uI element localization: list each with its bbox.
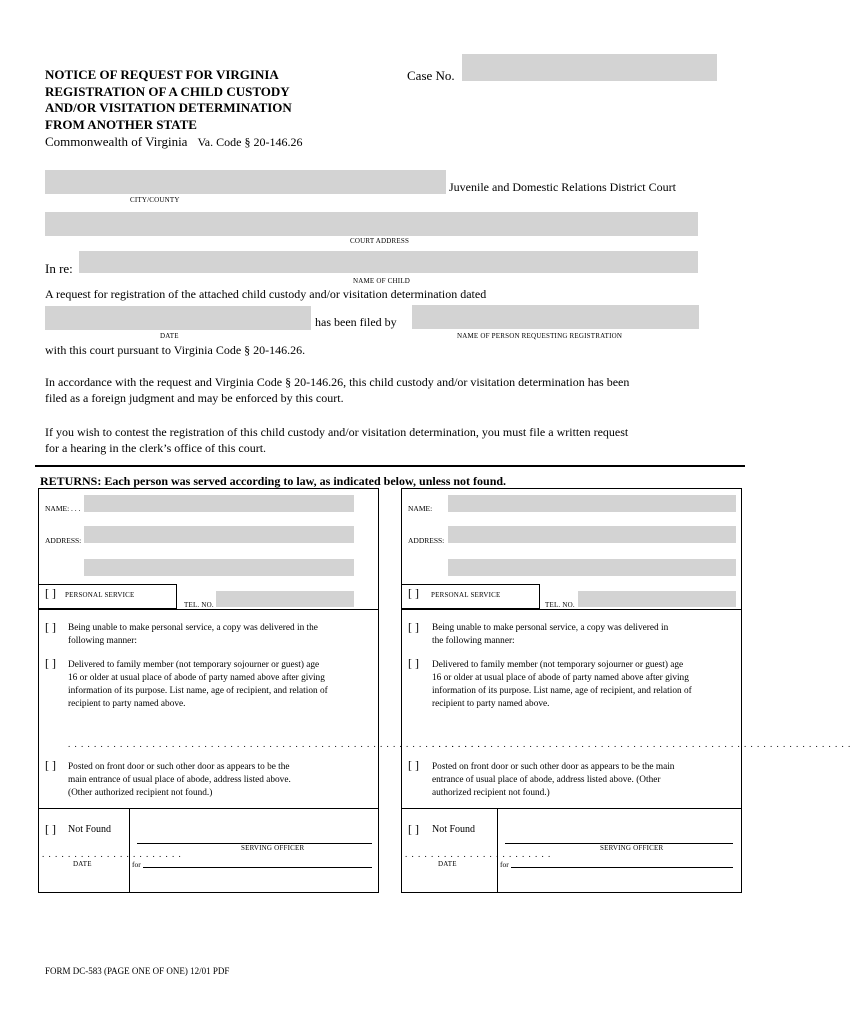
title-line: FROM ANOTHER STATE [45, 116, 197, 132]
city-county-field[interactable] [45, 170, 446, 194]
date-caption: DATE [438, 860, 457, 868]
court-address-caption: COURT ADDRESS [350, 237, 410, 245]
substitute-service-text [68, 622, 318, 648]
return-box-right [401, 488, 851, 893]
date-dotted-line: . . . . . . . . . . . . . . . . . . . . . . [42, 849, 182, 859]
section-divider [39, 609, 378, 610]
substitute-service-checkbox[interactable]: [ ] [45, 620, 56, 634]
court-address-field[interactable] [45, 212, 698, 236]
title-line: AND/OR VISITATION DETERMINATION [45, 100, 292, 115]
text-line: Posted on front door or such other door as appears to be the [68, 762, 290, 772]
section-divider [39, 808, 378, 809]
title-line: REGISTRATION OF A CHILD CUSTODY [45, 83, 290, 99]
not-found-label: Not Found [68, 824, 112, 835]
personal-service-label: PERSONAL SERVICE [431, 591, 501, 599]
tel-number-field[interactable] [578, 591, 736, 607]
text-line: Being unable to make personal service, a copy was delivered in the [68, 623, 318, 633]
tel-label: TEL. NO. [545, 601, 575, 609]
personal-service-label: PERSONAL SERVICE [65, 591, 135, 599]
address-label: ADDRESS: [408, 536, 445, 545]
text-line: Posted on front door or such other door as appears to be the main [432, 762, 675, 772]
served-name-field[interactable] [448, 495, 736, 512]
posted-checkbox[interactable]: [ ] [45, 758, 56, 772]
recipient-dotted-line: . . . . . . . . . . . . . . . . . . . . . . . . . . . . . . . . . . . . . . . . . . . . . . . . . . . . . . . . . . . . . . . . . [68, 739, 488, 749]
tel-label: TEL. NO. [184, 601, 214, 609]
text-line: (Other authorized recipient not found.) [68, 788, 213, 798]
for-line[interactable] [143, 867, 372, 868]
va-code-label: Va. Code § 20-146.26 [197, 135, 303, 149]
for-line[interactable] [511, 867, 733, 868]
commonwealth-line [45, 133, 302, 151]
text-line: the following manner: [432, 636, 515, 646]
determination-date-field[interactable] [45, 306, 311, 330]
paragraph-line: filed as a foreign judgment and may be enforced by this court. [45, 391, 344, 405]
family-member-checkbox[interactable]: [ ] [408, 656, 419, 670]
date-dotted-line: . . . . . . . . . . . . . . . . . . . . . . . [405, 849, 552, 859]
family-member-text [68, 659, 328, 711]
in-re-label: In re: [45, 261, 73, 276]
text-line: Being unable to make personal service, a copy was delivered in [432, 623, 669, 633]
posted-checkbox[interactable]: [ ] [408, 758, 419, 772]
child-name-field[interactable] [79, 251, 698, 273]
pursuant-line: with this court pursuant to Virginia Code § 20-146.26. [45, 343, 306, 357]
text-line: information of its purpose. List name, age of recipient, and relation of [68, 686, 328, 696]
city-county-caption: CITY/COUNTY [130, 196, 180, 204]
text-line: 16 or older at usual place of abode of party named above after giving [432, 673, 689, 683]
text-line: 16 or older at usual place of abode of party named above after giving [68, 673, 325, 683]
section-divider [402, 609, 741, 610]
family-member-text [432, 659, 692, 711]
serving-officer-caption: SERVING OFFICER [241, 844, 305, 852]
tel-number-field[interactable] [216, 591, 354, 607]
not-found-checkbox[interactable]: [ ] [408, 822, 419, 836]
form-id-footer: FORM DC-583 (PAGE ONE OF ONE) 12/01 PDF [45, 966, 230, 976]
paragraph-line: for a hearing in the clerk’s office of this court. [45, 441, 267, 455]
not-found-checkbox[interactable]: [ ] [45, 822, 56, 836]
text-line: information of its purpose. List name, age of recipient, and relation of [432, 686, 692, 696]
substitute-service-checkbox[interactable]: [ ] [408, 620, 419, 634]
case-number-field[interactable] [462, 54, 717, 81]
child-name-caption: NAME OF CHILD [353, 277, 411, 285]
text-line: recipient to party named above. [68, 699, 186, 709]
text-line: authorized recipient not found.) [432, 788, 550, 798]
posted-text [432, 761, 674, 800]
text-line: Delivered to family member (not temporary sojourner or guest) age [68, 660, 320, 670]
paragraph-line: If you wish to contest the registration of this child custody and/or visitation determination, you must file a written request [45, 425, 629, 439]
contest-paragraph [45, 424, 628, 456]
text-line: Delivered to family member (not temporary sojourner or guest) age [432, 660, 684, 670]
for-label: for [132, 860, 141, 869]
court-name: Juvenile and Domestic Relations District Court [449, 180, 676, 194]
date-caption: DATE [73, 860, 92, 868]
address-label: ADDRESS: [45, 536, 82, 545]
text-line: entrance of usual place of abode, address listed above. (Other [432, 775, 661, 785]
returns-heading: RETURNS: Each person was served according to law, as indicated below, unless not found. [40, 474, 507, 488]
text-line: following manner: [68, 636, 137, 646]
text-line: recipient to party named above. [432, 699, 550, 709]
enforcement-paragraph [45, 374, 629, 406]
address-line1-field[interactable] [84, 526, 354, 543]
for-label: for [500, 860, 509, 869]
served-name-field[interactable] [84, 495, 354, 512]
returns-divider [35, 465, 745, 467]
address-line1-field[interactable] [448, 526, 736, 543]
section-divider [402, 808, 741, 809]
request-line: A request for registration of the attached child custody and/or visitation determination dated [45, 287, 487, 301]
title-line: NOTICE OF REQUEST FOR VIRGINIA [45, 67, 279, 82]
form-title [45, 67, 345, 133]
case-number-label: Case No. [407, 68, 455, 83]
family-member-checkbox[interactable]: [ ] [45, 656, 56, 670]
recipient-dotted-line: . . . . . . . . . . . . . . . . . . . . . . . . . . . . . . . . . . . . . . . . . . . . . . . . . . . . . . . . . . . . . . . . . [432, 739, 851, 749]
personal-service-checkbox[interactable]: [ ] [408, 586, 419, 600]
filed-by-label: has been filed by [315, 315, 397, 329]
requester-caption: NAME OF PERSON REQUESTING REGISTRATION [457, 332, 623, 340]
commonwealth-label: Commonwealth of Virginia [45, 134, 188, 149]
personal-service-checkbox[interactable]: [ ] [45, 586, 56, 600]
name-label: NAME: [408, 504, 433, 513]
address-line2-field[interactable] [448, 559, 736, 576]
not-found-label: Not Found [432, 824, 476, 835]
name-label: NAME: . . . [45, 504, 81, 513]
serving-officer-caption: SERVING OFFICER [600, 844, 664, 852]
posted-text [68, 761, 291, 800]
substitute-service-text [432, 622, 668, 648]
date-caption: DATE [160, 332, 179, 340]
requester-name-field[interactable] [412, 305, 699, 329]
text-line: main entrance of usual place of abode, address listed above. [68, 775, 291, 785]
return-box-left [38, 488, 488, 893]
address-line2-field[interactable] [84, 559, 354, 576]
paragraph-line: In accordance with the request and Virginia Code § 20-146.26, this child custody and/or visitation determination has been [45, 375, 630, 389]
